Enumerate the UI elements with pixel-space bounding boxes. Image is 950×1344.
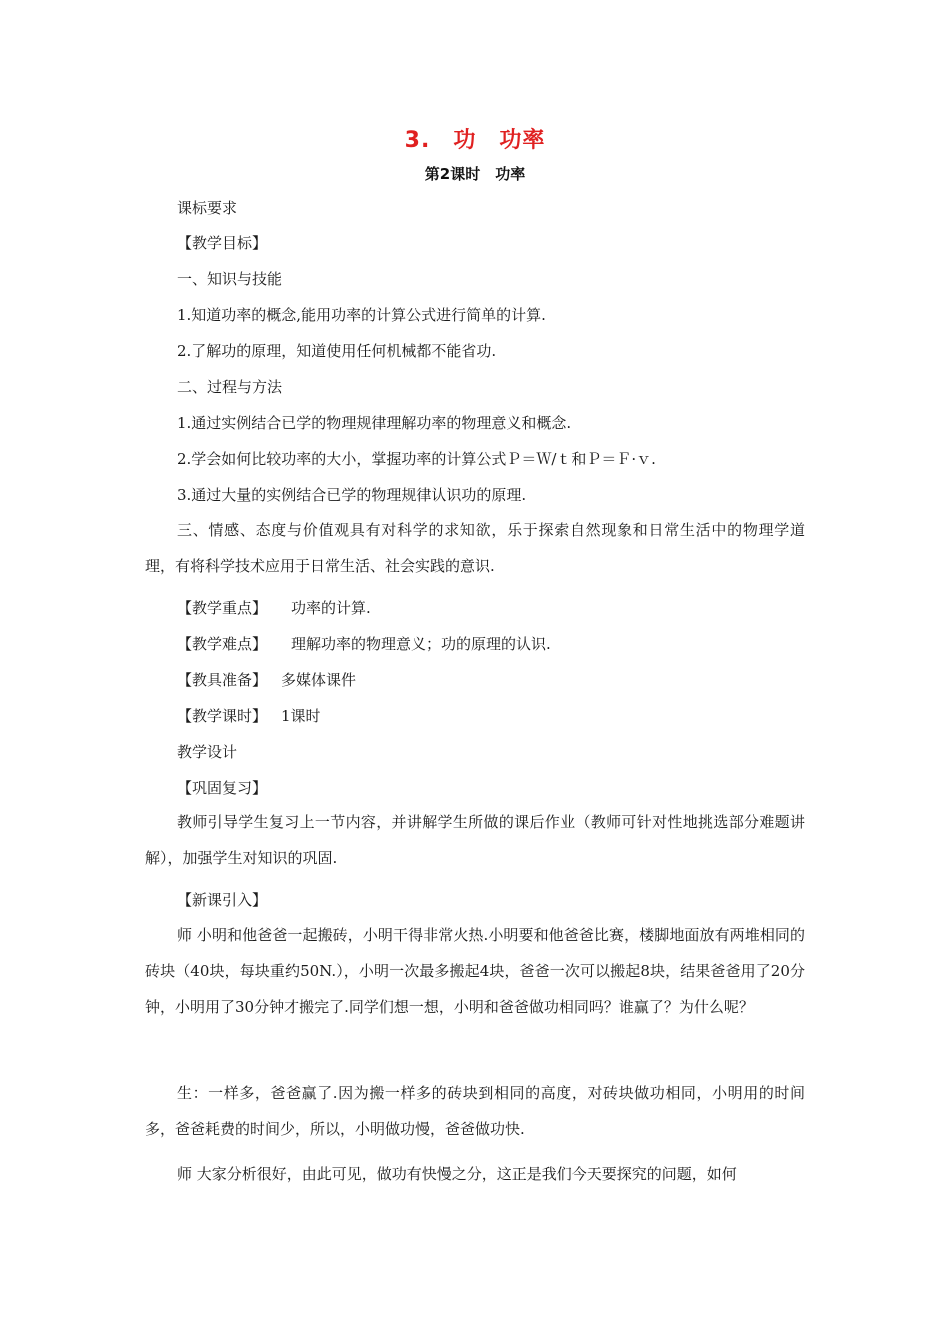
value: 1课时 <box>281 707 321 725</box>
value: 多媒体课件 <box>281 671 357 689</box>
paragraph-text: 生：一样多，爸爸赢了.因为搬一样多的砖块到相同的高度，对砖块做功相同，小明用的时间多，爸爸耗费的时间少，所以，小明做功慢，爸爸做功快. <box>145 1084 805 1138</box>
lesson-subtitle: 第2课时 功率 <box>424 165 526 183</box>
paragraph-text: 师 大家分析很好，由此可见，做功有快慢之分，这正是我们今天要探究的问题，如何 <box>177 1165 737 1183</box>
paragraph-attitudes <box>145 512 805 584</box>
paragraph-student-answer <box>145 1075 805 1147</box>
label: 【教学难点】 <box>177 635 268 653</box>
heading-knowledge-skills: 一、知识与技能 <box>177 270 283 288</box>
heading-process-methods: 二、过程与方法 <box>177 378 283 396</box>
goal-item: 2.学会如何比较功率的大小，掌握功率的计算公式Ｐ＝Ｗ/ｔ和Ｐ＝Ｆ·ｖ. <box>177 450 656 468</box>
paragraph-text: 师 小明和他爸爸一起搬砖，小明干得非常火热.小明要和他爸爸比赛，楼脚地面放有两堆相同的砖块（40块，每块重约50N.），小明一次最多搬起4块，爸爸一次可以搬起8块，结果爸爸用了20分钟，小明用了30分钟才搬完了.同学们想一想，小明和爸爸做功相同吗？谁赢了？为什么呢？ <box>145 926 805 1016</box>
teaching-materials <box>177 670 356 690</box>
section-teaching-design: 教学设计 <box>177 743 238 761</box>
goal-item: 1.通过实例结合已学的物理规律理解功率的物理意义和概念. <box>177 414 572 432</box>
label: 【教学课时】 <box>177 707 268 725</box>
teaching-difficulty <box>177 634 551 654</box>
heading-teaching-goals: 【教学目标】 <box>177 234 268 252</box>
paragraph-text: 三、情感、态度与价值观具有对科学的求知欲，乐于探索自然现象和日常生活中的物理学道理，有将科学技术应用于日常生活、社会实践的意识. <box>145 521 805 575</box>
goal-item: 2.了解功的原理，知道使用任何机械都不能省功. <box>177 342 497 360</box>
value: 功率的计算. <box>291 599 371 617</box>
paragraph-teacher-intro <box>145 917 805 1025</box>
label: 【教学重点】 <box>177 599 268 617</box>
goal-item: 1.知道功率的概念,能用功率的计算公式进行简单的计算. <box>177 306 546 324</box>
value: 理解功率的物理意义；功的原理的认识. <box>291 635 551 653</box>
paragraph-teacher-summary <box>145 1156 805 1192</box>
goal-item: 3.通过大量的实例结合已学的物理规律认识功的原理. <box>177 486 527 504</box>
heading-review: 【巩固复习】 <box>177 779 268 797</box>
teaching-focus <box>177 598 371 618</box>
lesson-title: 3. 功 功率 <box>404 128 546 153</box>
section-standard-requirements: 课标要求 <box>177 199 238 217</box>
paragraph-text: 教师引导学生复习上一节内容，并讲解学生所做的课后作业（教师可针对性地挑选部分难题讲解），加强学生对知识的巩固. <box>145 813 805 867</box>
label: 【教具准备】 <box>177 671 268 689</box>
heading-new-lesson: 【新课引入】 <box>177 891 268 909</box>
paragraph-review <box>145 804 805 876</box>
teaching-hours <box>177 706 321 726</box>
